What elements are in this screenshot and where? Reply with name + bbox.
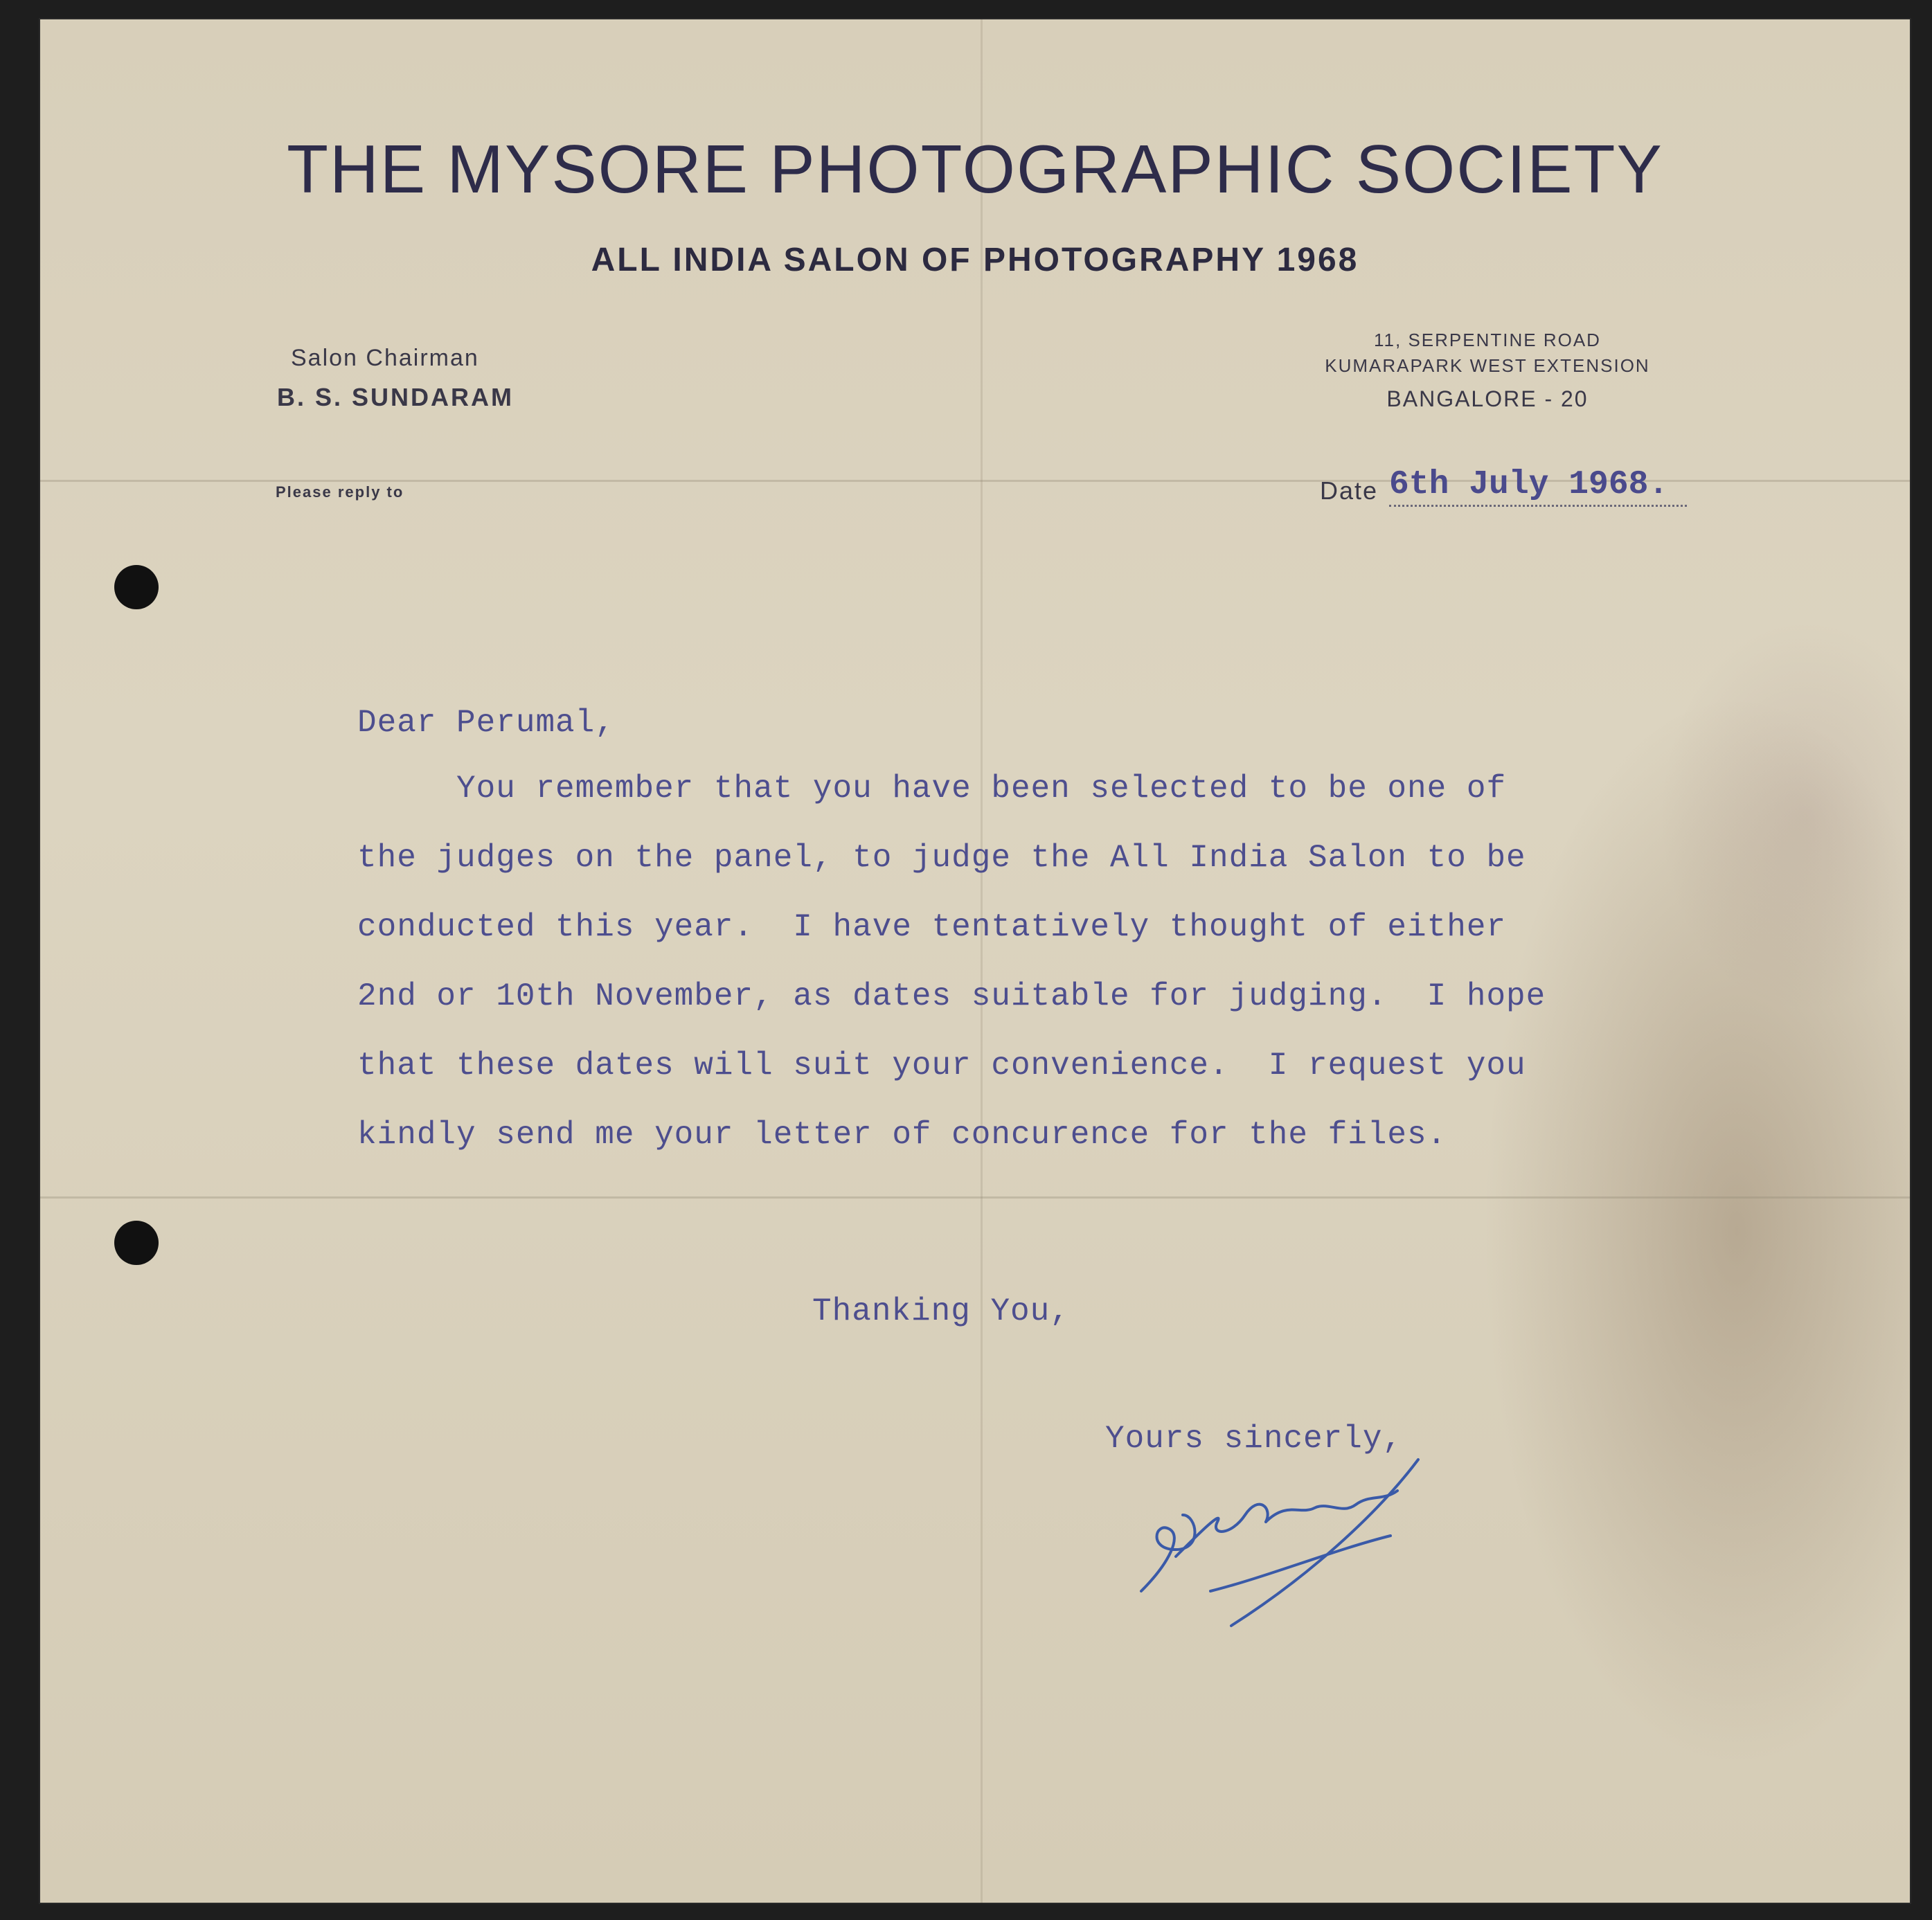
punch-hole: [114, 565, 159, 609]
body-line: 2nd or 10th November, as dates suitable for judging. I hope: [357, 978, 1546, 1014]
valediction: Yours sincerly,: [1105, 1421, 1403, 1457]
salon-subtitle: ALL INDIA SALON OF PHOTOGRAPHY 1968: [591, 242, 1359, 278]
closing: Thanking You,: [812, 1293, 1070, 1329]
chairman-name: B. S. SUNDARAM: [277, 383, 515, 411]
letter-paper: [40, 19, 1910, 1903]
reply-note: Please reply to: [276, 483, 404, 501]
date-label: Date: [1320, 476, 1379, 505]
society-title: THE MYSORE PHOTOGRAPHIC SOCIETY: [287, 131, 1663, 207]
body-line: You remember that you have been selected to be one of: [357, 771, 1507, 807]
body-line: the judges on the panel, to judge the All India Salon to be: [357, 840, 1526, 876]
body-line: that these dates will suit your convenience. I request you: [357, 1048, 1526, 1084]
signature: [1127, 1453, 1432, 1640]
salutation: Dear Perumal,: [357, 705, 615, 741]
address-line-2: KUMARAPARK WEST EXTENSION: [1325, 355, 1650, 376]
fold-line: [981, 19, 983, 1903]
letter-date: 6th July 1968.: [1389, 466, 1687, 507]
address-line-3: BANGALORE - 20: [1386, 386, 1589, 411]
address-line-1: 11, SERPENTINE ROAD: [1374, 330, 1601, 350]
punch-hole: [114, 1221, 159, 1265]
fold-line: [40, 1196, 1910, 1199]
body-line: kindly send me your letter of concurence for the files.: [357, 1117, 1447, 1153]
body-line: conducted this year. I have tentatively thought of either: [357, 909, 1507, 945]
chairman-label: Salon Chairman: [291, 345, 479, 371]
